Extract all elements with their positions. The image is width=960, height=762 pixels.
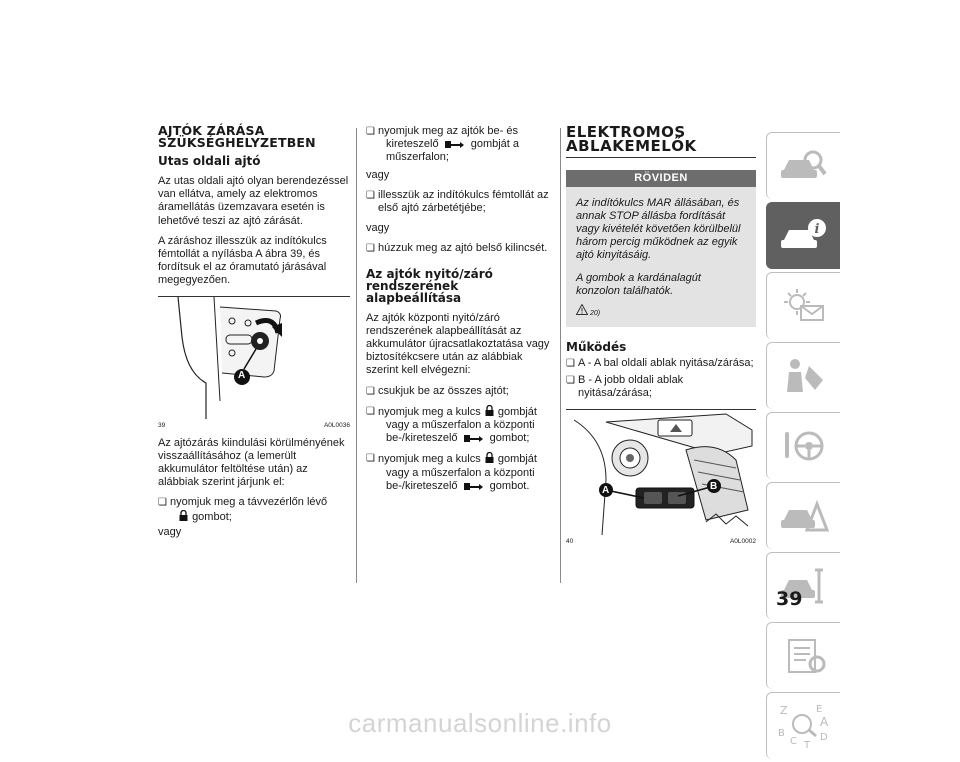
or-text: vagy <box>158 525 182 538</box>
figure-number: 40 <box>566 537 574 545</box>
figure-code: A0L0002 <box>729 537 756 545</box>
summary-paragraph: A gombok a kardánalagút konzolon találhatók. <box>576 272 701 297</box>
index-letter: E <box>815 704 822 715</box>
paragraph: Az ajtók központi nyitó/záró rendszerének alapbeállítását az akkumulátor újracsatlakoztatása vagy biztosítékcsere után az alábbiak szerint kell elvégezni: <box>366 311 550 377</box>
index-letter: T <box>803 740 810 750</box>
lock-icon <box>485 405 494 416</box>
car-info-icon <box>779 216 829 256</box>
chapter-tabs <box>766 132 840 762</box>
subtitle-passenger-door: Utas oldali ajtó <box>158 154 261 168</box>
warning-reference: 20) <box>566 304 756 317</box>
steering-icon <box>779 426 829 466</box>
warning-triangle-icon <box>576 304 588 315</box>
bullet-item: ❏ húzzuk meg az ajtó belső kilincsét. <box>366 242 552 255</box>
summary-paragraph: Az indítókulcs MAR állásában, és annak STOP állásba fordítását vagy kivételét követően körülbelül három percig működnek az egyik ajtó kinyitásáig. <box>576 197 741 261</box>
column-left <box>158 125 350 546</box>
index-letter: C <box>789 736 797 747</box>
or-text: vagy <box>366 222 390 235</box>
section-title-power-windows: ELEKTROMOS ABLAKEMELŐK <box>566 123 697 155</box>
bullet-item: ❏ A - A bal oldali ablak nyitása/zárása; <box>566 357 756 370</box>
tech-data-icon <box>779 636 829 676</box>
tab-warning-lights[interactable] <box>766 272 840 339</box>
figure-code: A0L0036 <box>323 421 350 429</box>
tab-technical-data[interactable] <box>766 622 840 689</box>
paragraph: Az ajtózárás kiindulási körülményének visszaállításához (a lemerült akkumulátor feltöltése után) az alábbiak szerint járjunk el: <box>158 436 345 489</box>
bullet-item: ❏ nyomjuk meg az ajtók be- és kireteszelő gombját a műszerfalon; <box>366 125 552 165</box>
svg-text:i: i <box>814 222 819 237</box>
bullet-item: ❏ nyomjuk meg a távvezérlőn lévő gombot; <box>158 496 350 523</box>
figure-40 <box>566 409 756 543</box>
summary-box-header: RÖVIDEN <box>566 170 756 187</box>
tab-getting-to-know[interactable] <box>766 132 840 199</box>
figure-callout-a: A <box>602 484 610 496</box>
lock-key-icon <box>444 138 466 148</box>
car-search-icon <box>779 146 829 186</box>
bullet-item: ❏ illesszük az indítókulcs fémtollát az első ajtó zárbetétjébe; <box>366 189 552 215</box>
figure-callout-b: B <box>710 480 718 492</box>
subtitle-operation: Működés <box>566 340 627 354</box>
window-switch-illustration <box>566 410 756 535</box>
watermark: carmanualsonline.info <box>348 708 612 738</box>
index-letter: A <box>819 715 828 729</box>
bullet-item: ❏ B - A jobb oldali ablak nyitása/zárása; <box>566 374 756 400</box>
warning-lights-icon <box>779 286 829 326</box>
column-right <box>566 125 756 549</box>
index-letter: B <box>777 728 785 739</box>
section-title-emergency-lock: AJTÓK ZÁRÁSA SZÜKSÉGHELYZETBEN <box>158 123 316 150</box>
bullet-item: ❏ nyomjuk meg a kulcs gombját vagy a műszerfalon a központi be-/kireteszelő gombot. <box>366 452 552 493</box>
column-divider <box>560 128 561 583</box>
lock-icon <box>179 510 188 521</box>
tab-vehicle-info[interactable] <box>766 202 840 269</box>
figure-39 <box>158 296 350 427</box>
tab-starting-driving[interactable] <box>766 412 840 479</box>
title-rule <box>566 157 756 158</box>
paragraph: Az utas oldali ajtó olyan berendezéssel van ellátva, amely az elektromos áramellátás üzemzavara esetén is lehetővé teszi az ajtó zárását. <box>158 175 349 227</box>
figure-callout-a: A <box>238 369 246 381</box>
column-divider <box>356 128 357 583</box>
safety-icon <box>779 356 829 396</box>
summary-box <box>566 170 756 327</box>
paragraph: A záráshoz illesszük az indítókulcs fémtollát a nyílásba A ábra 39, és fordítsuk el az óramutató járásával megegyezően. <box>158 234 327 287</box>
tab-emergency[interactable] <box>766 482 840 549</box>
index-letter: Z <box>779 704 788 717</box>
index-letter: D <box>819 732 828 743</box>
lock-key-icon <box>463 432 485 442</box>
breakdown-icon <box>779 496 829 536</box>
or-text: vagy <box>366 168 390 181</box>
door-lock-illustration <box>158 297 350 419</box>
lock-icon <box>485 452 494 463</box>
subtitle-central-lock-reset: Az ajtók nyitó/záró rendszerének alapbeállítása <box>366 266 493 305</box>
lock-key-icon <box>463 480 485 490</box>
bullet-item: ❏ nyomjuk meg a kulcs gombját vagy a műszerfalon a központi be-/kireteszelő gombot; <box>366 405 552 446</box>
column-middle <box>366 125 552 500</box>
page-number: 39 <box>776 588 803 610</box>
figure-number: 39 <box>158 421 166 429</box>
bullet-item: ❏ csukjuk be az összes ajtót; <box>366 385 552 398</box>
tab-safety[interactable] <box>766 342 840 409</box>
